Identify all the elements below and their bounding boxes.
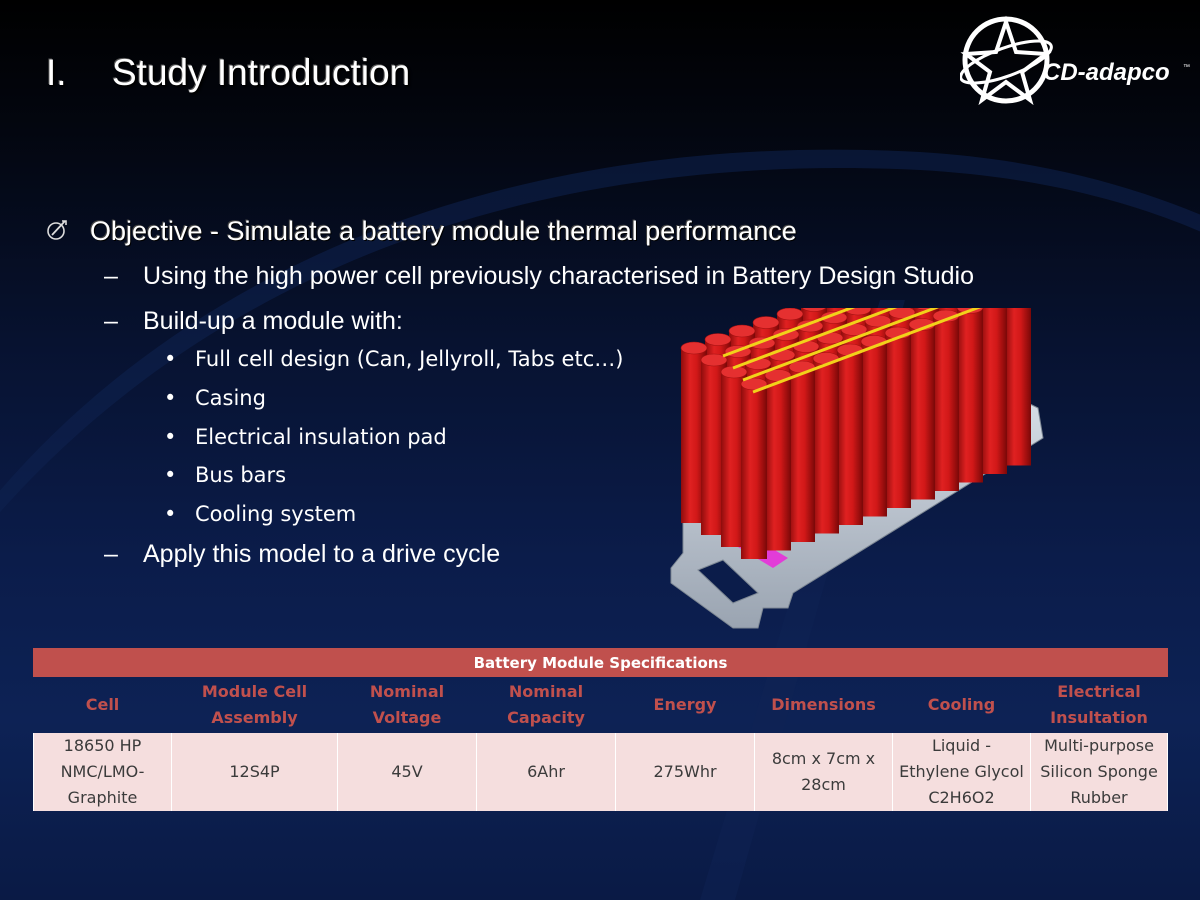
column-header: Energy (653, 695, 717, 714)
battery-cell (765, 376, 791, 551)
dash-marker: – (104, 540, 118, 568)
battery-cell (741, 384, 767, 559)
dot-marker: • (164, 386, 177, 410)
battery-cell (957, 308, 983, 483)
objective-text: Objective - Simulate a battery module thermal performance (90, 216, 797, 246)
column-header: Dimensions (771, 695, 876, 714)
battery-cell (837, 350, 863, 525)
sub-list-item-text: Casing (195, 386, 266, 410)
battery-cell (861, 342, 887, 517)
logo-wordmark: CD-adapco (1043, 59, 1170, 86)
battery-cell-top (681, 342, 707, 354)
dot-marker: • (164, 502, 177, 526)
dash-marker: – (104, 262, 118, 290)
battery-cell-top (729, 325, 755, 337)
module-cells (681, 308, 1031, 559)
column-header: Module Cell Assembly (201, 682, 308, 727)
list-item-text: Apply this model to a drive cycle (143, 540, 501, 568)
sub-list-item-text: Bus bars (195, 463, 287, 487)
column-header: Cooling (927, 695, 996, 714)
battery-cell (933, 316, 959, 491)
battery-cell (789, 367, 815, 542)
table-cell: 12S4P (172, 733, 338, 811)
slide-title (46, 52, 410, 94)
table-cell: Multi-purpose Silicon Sponge Rubber (1031, 733, 1168, 811)
dash-marker: – (104, 307, 118, 335)
specifications-table (33, 648, 1168, 811)
table-cell: 18650 HP NMC/LMO-Graphite (34, 733, 172, 811)
title-text: Study Introduction (112, 52, 411, 93)
sub-list-item-text: Cooling system (195, 502, 357, 526)
table-caption: Battery Module Specifications (34, 649, 1168, 677)
table-cell: 6Ahr (477, 733, 616, 811)
table-cell: Liquid - Ethylene Glycol C2H6O2 (893, 733, 1031, 811)
battery-cell (885, 333, 911, 508)
sub-list-item-text: Electrical insulation pad (195, 425, 447, 449)
list-item-text: Using the high power cell previously characterised in Battery Design Studio (143, 262, 974, 290)
battery-cell (981, 308, 1007, 474)
column-header: Nominal Capacity (507, 682, 585, 727)
battery-cell-top (777, 308, 803, 320)
column-header: Electrical Insultation (1050, 682, 1148, 727)
table-cell: 45V (338, 733, 477, 811)
battery-cell-top (705, 334, 731, 346)
battery-cell (1005, 308, 1031, 466)
column-header: Cell (85, 695, 120, 714)
column-header: Nominal Voltage (369, 682, 445, 727)
battery-cell (909, 325, 935, 500)
battery-cell-top (793, 341, 819, 353)
table-row (34, 733, 1168, 811)
sub-list-item-text: Full cell design (Can, Jellyroll, Tabs etc…) (195, 347, 624, 371)
list-item-text: Build-up a module with: (143, 307, 403, 335)
dot-marker: • (164, 425, 177, 449)
battery-cell (813, 359, 839, 534)
battery-module-image (663, 308, 1053, 633)
dot-marker: • (164, 347, 177, 371)
table-cell: 275Whr (616, 733, 755, 811)
logo-trademark: ™ (1183, 64, 1190, 71)
battery-cell-top (753, 317, 779, 329)
title-number: I. (46, 52, 67, 93)
dot-marker: • (164, 463, 177, 487)
table-cell: 8cm x 7cm x 28cm (755, 733, 893, 811)
table-header-row (34, 677, 1168, 734)
objective-bullet-icon (46, 218, 70, 242)
